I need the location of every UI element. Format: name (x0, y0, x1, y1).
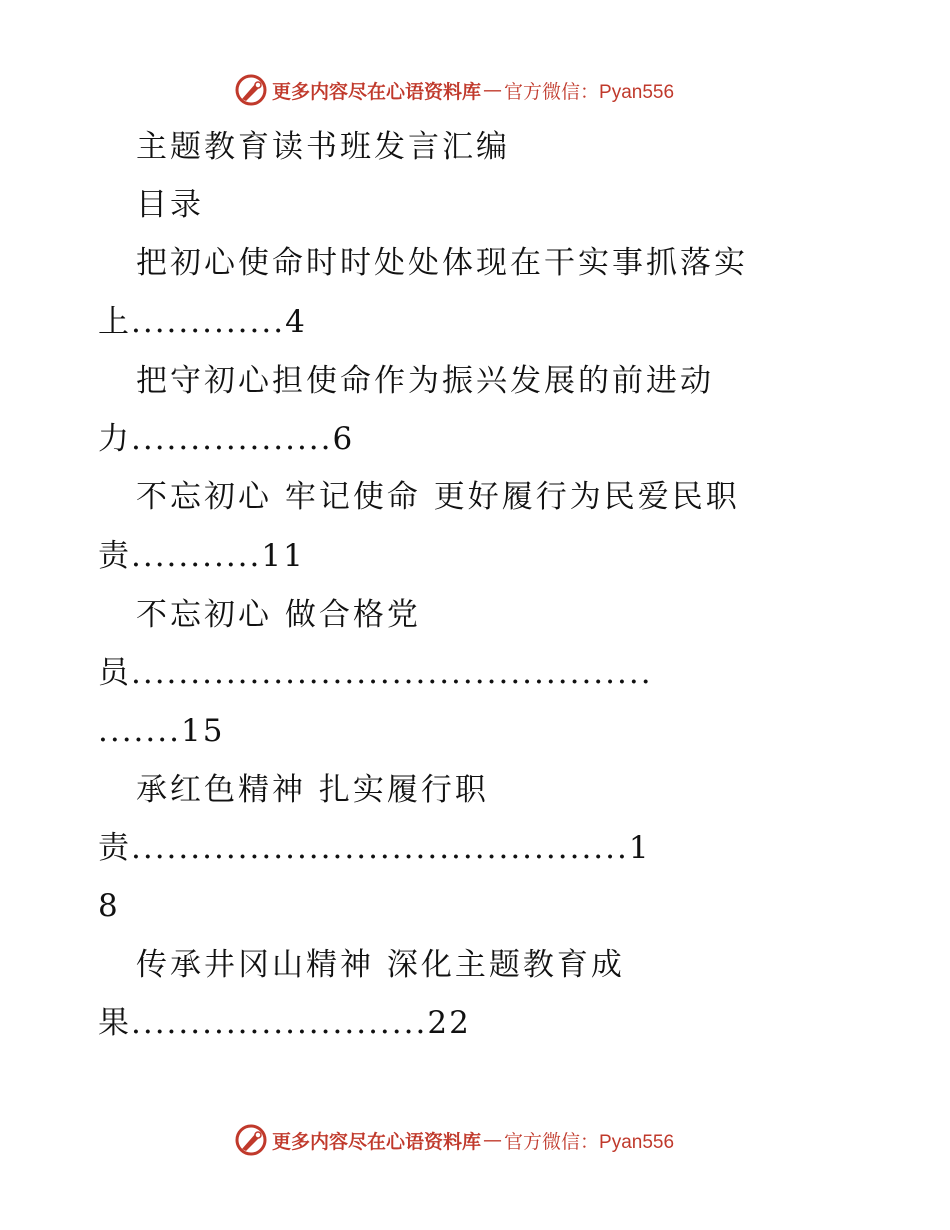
toc-entry-4-page: .......15 (98, 713, 225, 749)
document-title: 主题教育读书班发言汇编 (136, 129, 510, 165)
watermark-wechat-label: 官方微信： (504, 80, 600, 103)
toc-entry-4-leader: 员............................................ (98, 655, 653, 691)
watermark-brand-text: 更多内容尽在心语资料库 (272, 80, 482, 103)
watermark-wechat-id: Pyan556 (599, 1131, 675, 1153)
watermark-wechat-label: 官方微信： (504, 1130, 600, 1153)
pen-circle-logo-icon (234, 1123, 268, 1157)
footer-watermark (234, 1122, 674, 1158)
watermark-separator: — (483, 1129, 503, 1151)
toc-entry-5-page: 8 (98, 888, 121, 924)
toc-heading: 目录 (136, 187, 204, 223)
toc-entry-3-page: 责...........11 (98, 538, 305, 574)
watermark-tail (504, 1127, 674, 1154)
toc-entry-1-page: 上.............4 (98, 304, 307, 340)
watermark-wechat-id: Pyan556 (599, 81, 675, 103)
watermark-tail (504, 77, 674, 104)
toc-entry-2-title: 把守初心担使命作为振兴发展的前进动 (136, 363, 714, 399)
watermark-separator: — (483, 79, 503, 101)
toc-entry-1-title: 把初心使命时时处处体现在干实事抓落实 (136, 245, 748, 281)
toc-entry-2-page: 力.................6 (98, 421, 355, 457)
header-watermark (234, 72, 674, 108)
watermark-brand-text: 更多内容尽在心语资料库 (272, 1130, 482, 1153)
toc-entry-6-page: 果.........................22 (98, 1005, 471, 1041)
toc-entry-3-title: 不忘初心 牢记使命 更好履行为民爱民职 (136, 479, 740, 515)
pen-circle-logo-icon (234, 73, 268, 107)
toc-entry-5-title: 承红色精神 扎实履行职 (136, 772, 489, 808)
toc-entry-6-title: 传承井冈山精神 深化主题教育成 (136, 947, 625, 983)
toc-entry-4-title: 不忘初心 做合格党 (136, 597, 421, 633)
toc-entry-5-leader: 责..........................................1 (98, 830, 651, 866)
